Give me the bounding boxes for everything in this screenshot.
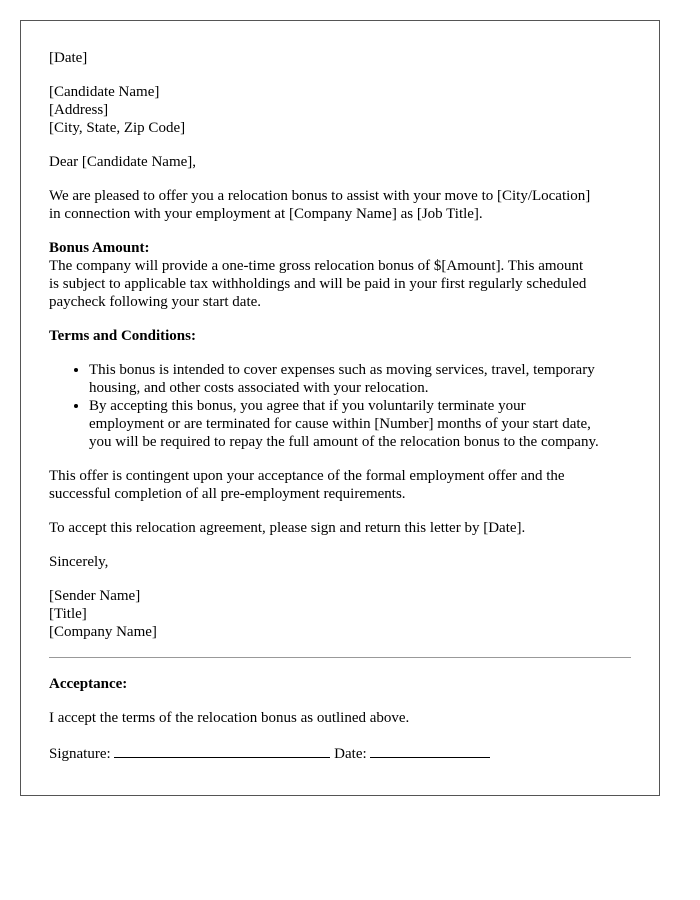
sender-name: [Sender Name] xyxy=(49,588,141,604)
terms-heading: Terms and Conditions: xyxy=(49,328,196,344)
terms-list xyxy=(49,361,631,451)
contingency-paragraph xyxy=(49,467,631,503)
letter-document xyxy=(20,20,660,796)
acceptance-heading-block xyxy=(49,675,631,693)
signature-row xyxy=(49,743,631,763)
bonus-amount-section xyxy=(49,239,631,311)
closing xyxy=(49,553,631,571)
date-label: Date: xyxy=(334,746,367,762)
terms-item-line: • This bonus is intended to cover expenses such as moving services, travel, temporary xyxy=(89,362,595,378)
date-text: [Date] xyxy=(49,50,88,66)
closing-text: Sincerely, xyxy=(49,554,109,570)
date-blank-line[interactable] xyxy=(370,743,490,758)
sender-title: [Title] xyxy=(49,606,87,622)
terms-item-line: employment or are terminated for cause within [Number] months of your start date, xyxy=(89,416,591,432)
bonus-line: The company will provide a one-time gross relocation bonus of $[Amount]. This amount xyxy=(49,258,584,274)
recipient-address: [Address] xyxy=(49,102,109,118)
contingency-line: successful completion of all pre-employment requirements. xyxy=(49,486,406,502)
sender-block xyxy=(49,587,631,641)
sender-company: [Company Name] xyxy=(49,624,157,640)
contingency-line: This offer is contingent upon your acceptance of the formal employment offer and the xyxy=(49,468,565,484)
section-divider xyxy=(49,657,631,658)
recipient-city-state-zip: [City, State, Zip Code] xyxy=(49,120,186,136)
signature-blank-line[interactable] xyxy=(114,743,330,758)
accept-instruction-paragraph xyxy=(49,519,631,537)
intro-paragraph xyxy=(49,187,631,223)
acceptance-heading: Acceptance: xyxy=(49,676,128,692)
bonus-line: is subject to applicable tax withholdings and will be paid in your first regularly scheduled xyxy=(49,276,587,292)
terms-list-item xyxy=(89,361,631,397)
acceptance-statement-block xyxy=(49,709,631,727)
recipient-name: [Candidate Name] xyxy=(49,84,160,100)
letter-date xyxy=(49,49,631,67)
terms-item-line: housing, and other costs associated with your relocation. xyxy=(89,380,429,396)
terms-list-item xyxy=(89,397,631,451)
bonus-amount-heading: Bonus Amount: xyxy=(49,240,150,256)
salutation xyxy=(49,153,631,171)
recipient-address-block xyxy=(49,83,631,137)
terms-item-line: • By accepting this bonus, you agree that if you voluntarily terminate your xyxy=(89,398,526,414)
intro-line: We are pleased to offer you a relocation bonus to assist with your move to [City/Location] xyxy=(49,188,591,204)
signature-label: Signature: xyxy=(49,746,111,762)
accept-instruction-text: To accept this relocation agreement, please sign and return this letter by [Date]. xyxy=(49,520,526,536)
bonus-line: paycheck following your start date. xyxy=(49,294,262,310)
terms-item-line: you will be required to repay the full amount of the relocation bonus to the company. xyxy=(89,434,599,450)
acceptance-statement: I accept the terms of the relocation bonus as outlined above. xyxy=(49,710,410,726)
terms-heading-block xyxy=(49,327,631,345)
salutation-text: Dear [Candidate Name], xyxy=(49,154,197,170)
intro-line: in connection with your employment at [Company Name] as [Job Title]. xyxy=(49,206,483,222)
